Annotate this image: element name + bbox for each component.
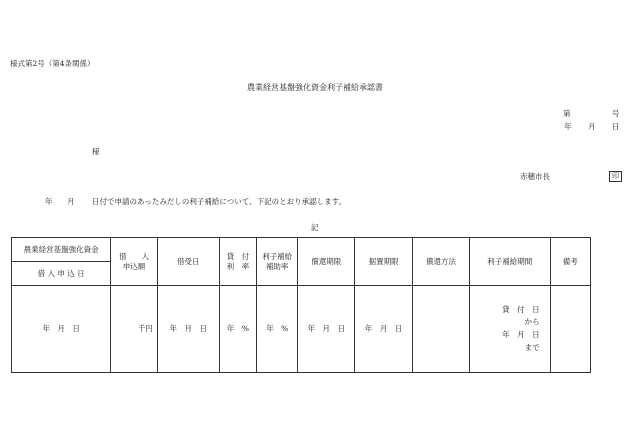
header-loan-rate-l2: 利 率 bbox=[226, 261, 250, 271]
period-line-2: から bbox=[524, 317, 540, 327]
header-repay-period: 償還期限 bbox=[298, 238, 355, 286]
date-day: 日 bbox=[612, 122, 620, 131]
period-line-3: 年 月 日 bbox=[502, 330, 540, 339]
ki-heading: 記 bbox=[311, 223, 319, 232]
header-subsidy-rate-l1: 利子補給 bbox=[262, 251, 293, 261]
cell-subsidy-rate: 年 % bbox=[257, 286, 298, 373]
period-line-4: まで bbox=[524, 342, 540, 352]
number-dai: 第 bbox=[563, 109, 571, 118]
header-grace-period: 据置期限 bbox=[355, 238, 413, 286]
cell-remarks bbox=[550, 286, 590, 373]
document-title: 農業経営基盤強化資金利子補給承認書 bbox=[247, 83, 383, 92]
addressee-honorific: 様 bbox=[92, 147, 100, 156]
issuer-name: 赤穂市長 bbox=[520, 172, 550, 181]
date-month: 月 bbox=[588, 122, 596, 131]
date-year: 年 bbox=[564, 122, 572, 131]
header-loan-rate bbox=[219, 238, 256, 286]
cell-loan-rate: 年 % bbox=[219, 286, 256, 373]
cell-amount: 千円 bbox=[111, 286, 158, 373]
period-line-1: 貸 付 日 bbox=[502, 304, 540, 314]
subsidy-table bbox=[11, 237, 591, 373]
header-subsidy-rate-l2: 補助率 bbox=[265, 261, 289, 271]
header-borrow-date: 借受日 bbox=[157, 238, 219, 286]
cell-repay-method bbox=[413, 286, 470, 373]
cell-subsidy-period bbox=[469, 286, 550, 373]
cell-repay-period: 年 月 日 bbox=[298, 286, 355, 373]
header-fund-name: 農業経営基盤強化資金 bbox=[12, 238, 111, 262]
body-month: 月 bbox=[67, 197, 75, 206]
header-loan-amount bbox=[111, 238, 158, 286]
cell-borrow-date: 年 月 日 bbox=[157, 286, 219, 373]
body-year: 年 bbox=[45, 197, 53, 206]
number-go: 号 bbox=[612, 109, 620, 118]
cell-grace-period: 年 月 日 bbox=[355, 286, 413, 373]
seal-mark: 印 bbox=[609, 171, 622, 182]
header-subsidy-rate bbox=[257, 238, 298, 286]
cell-app-date: 年 月 日 bbox=[12, 286, 111, 373]
header-subsidy-period: 利子補給期間 bbox=[469, 238, 550, 286]
header-loan-amount-l1: 借 入 bbox=[119, 251, 149, 261]
body-text: 日付で申請のあったみだしの利子補給について、下記のとおり承認します。 bbox=[92, 197, 347, 206]
form-number: 様式第2号（第4条関係） bbox=[10, 59, 95, 68]
header-loan-amount-l2: 申込額 bbox=[122, 261, 146, 271]
header-loan-rate-l1: 貸 付 bbox=[226, 251, 250, 261]
header-repay-method: 償還方法 bbox=[413, 238, 470, 286]
header-loan-app-date: 借 入 申 込 日 bbox=[12, 262, 111, 286]
header-remarks: 備考 bbox=[550, 238, 590, 286]
